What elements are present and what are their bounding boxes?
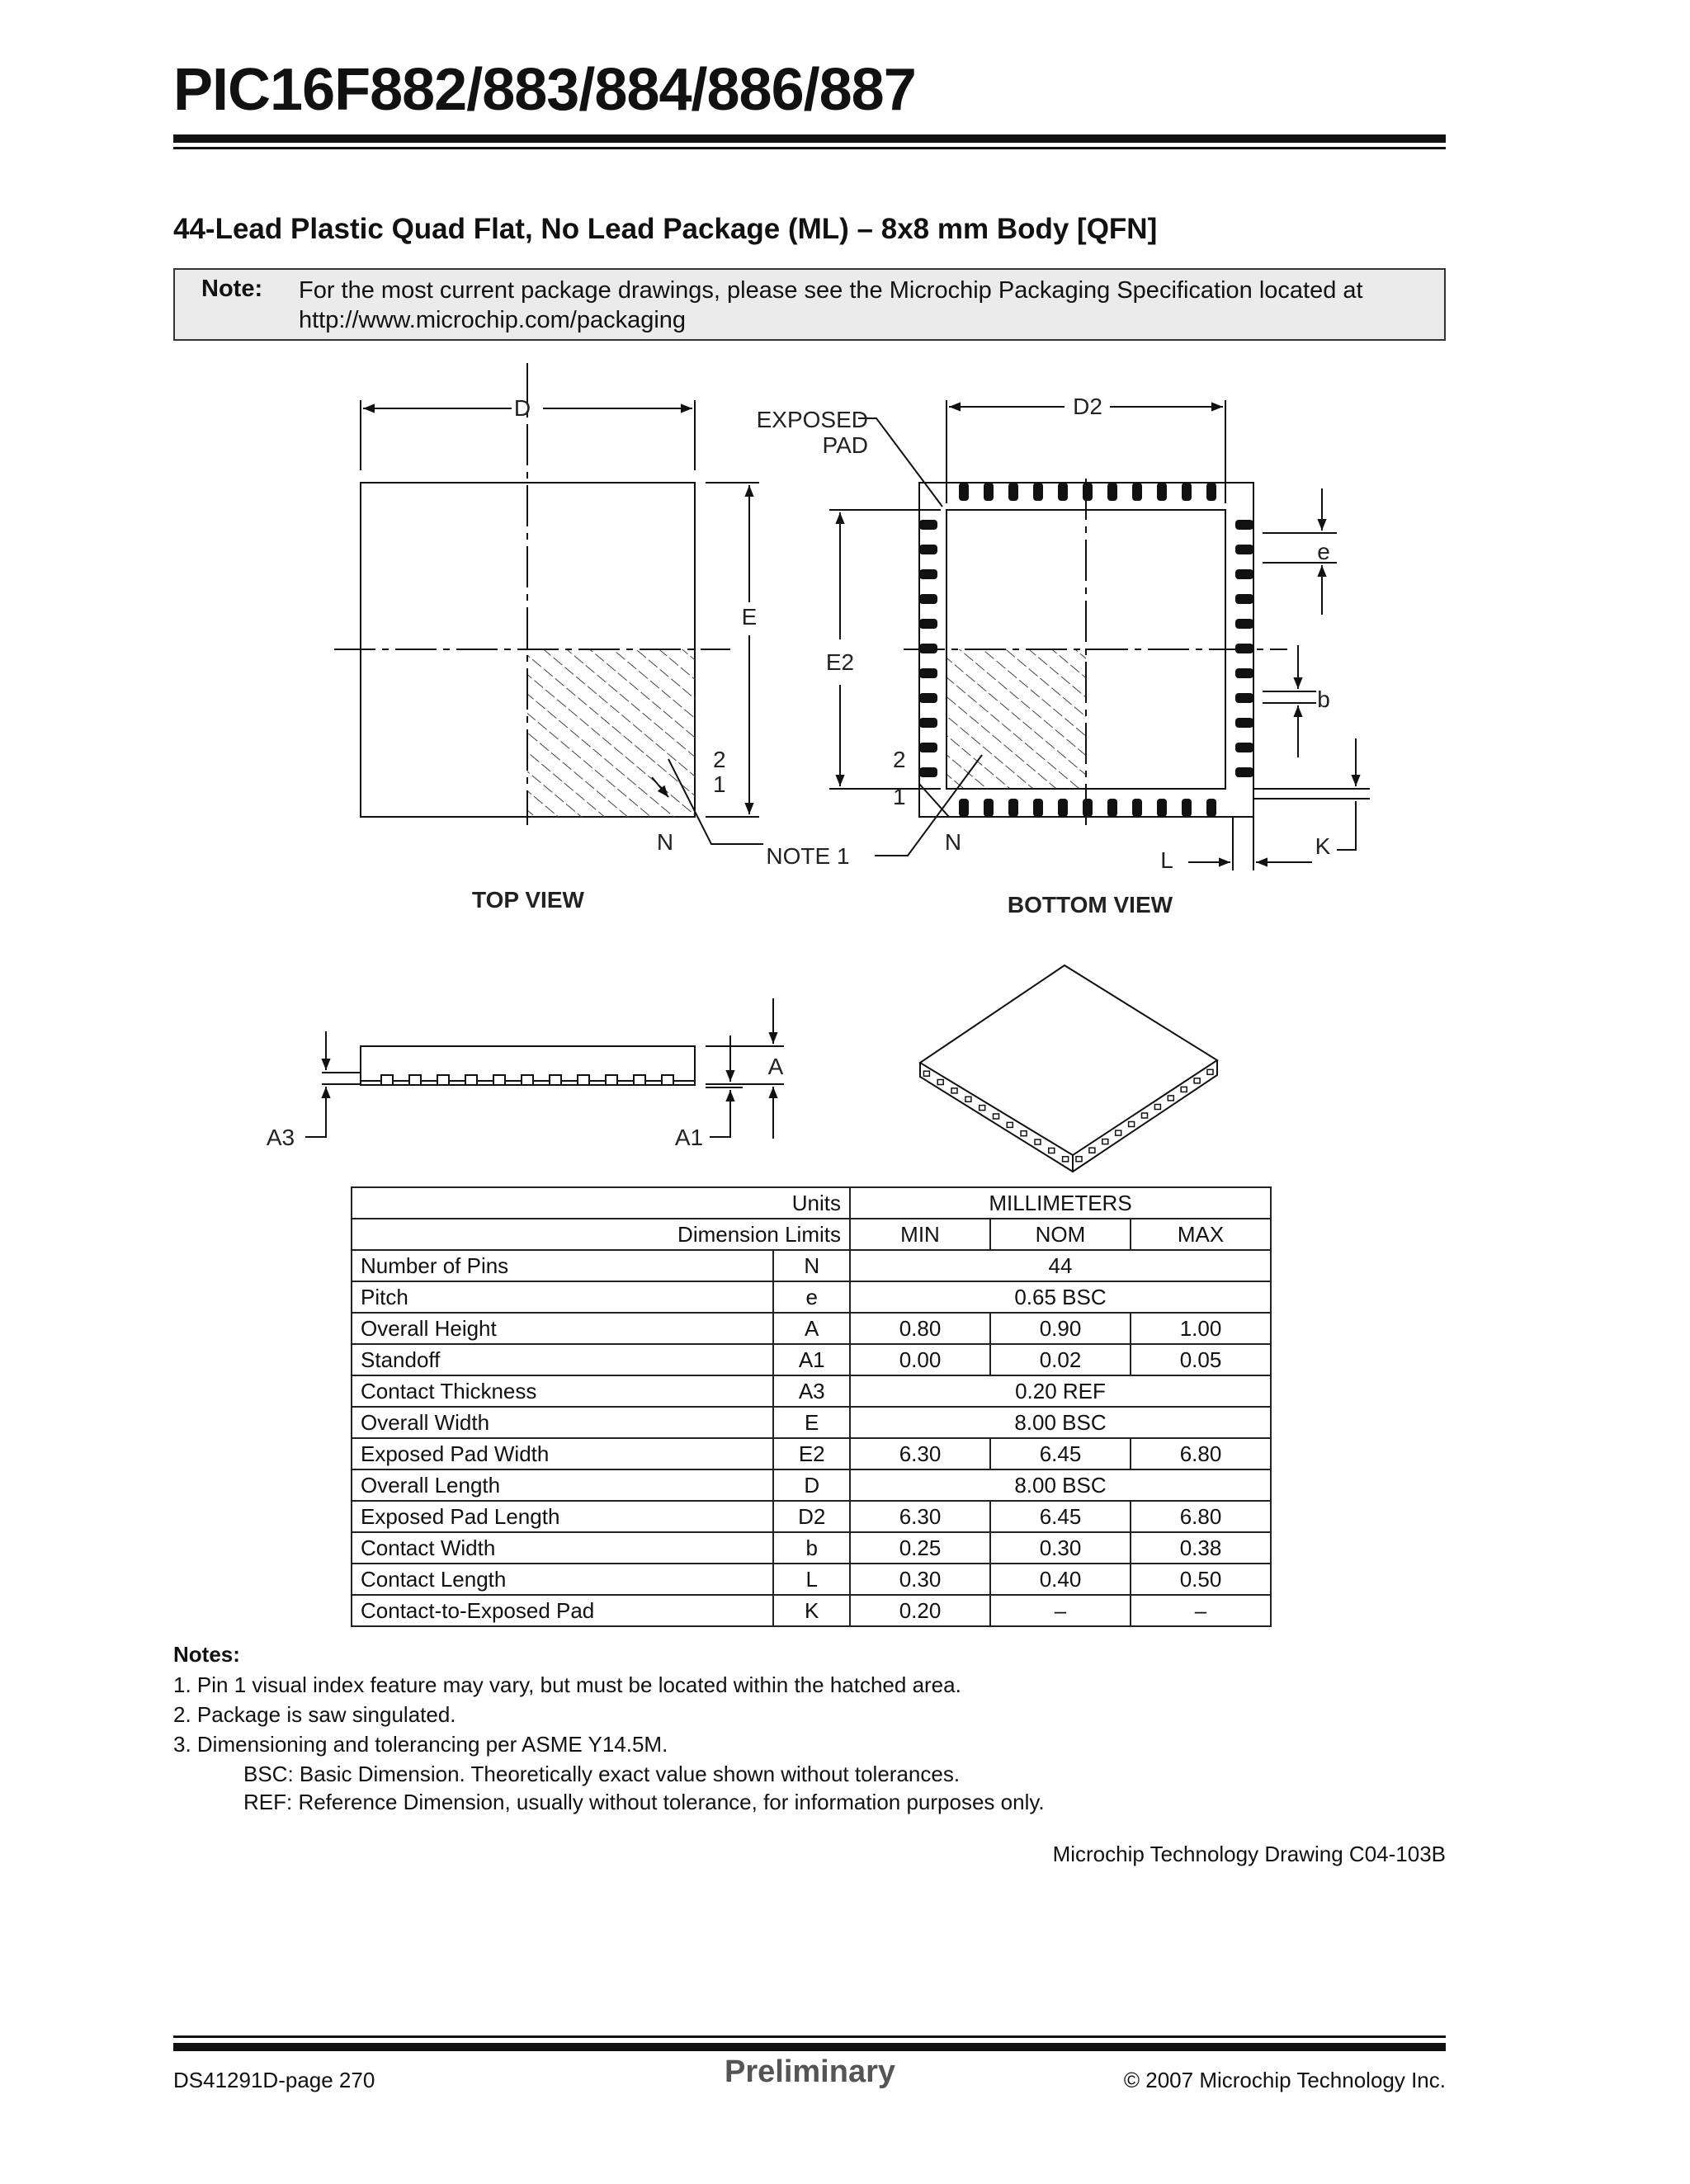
contact-pad: [919, 693, 937, 703]
dimension-symbol: e: [773, 1281, 850, 1313]
top-view-drawing: [334, 363, 763, 844]
table-row: [352, 1187, 1271, 1219]
note-item: 2. Package is saw singulated.: [173, 1702, 456, 1727]
label-d: D: [513, 395, 531, 421]
label-pitch-e: e: [1317, 539, 1330, 564]
contact-pad: [1235, 767, 1253, 777]
side-contact: [578, 1075, 589, 1085]
dimension-min: 0.00: [850, 1344, 990, 1375]
bottom-view-drawing: [829, 400, 1370, 870]
note-item: 3. Dimensioning and tolerancing per ASME Y14.5M.: [173, 1732, 668, 1757]
contact-pad: [1235, 594, 1253, 604]
iso-contact: [951, 1088, 957, 1093]
table-row: [352, 1501, 1271, 1532]
label-top-1: 1: [713, 771, 726, 797]
contact-pad: [1132, 799, 1142, 817]
contact-pad: [919, 668, 937, 678]
dimension-name: Contact Length: [352, 1564, 773, 1595]
side-contact: [634, 1075, 645, 1085]
iso-contact: [1089, 1148, 1095, 1153]
contact-pad: [1182, 799, 1192, 817]
label-bottom-n: N: [944, 829, 962, 855]
contact-pad: [1107, 483, 1117, 501]
dimension-min: 6.30: [850, 1501, 990, 1532]
dimension-value: 0.65 BSC: [850, 1281, 1271, 1313]
col-nom: NOM: [990, 1219, 1131, 1250]
limits-label: Dimension Limits: [352, 1219, 850, 1250]
contact-pad: [1235, 718, 1253, 728]
dimension-name: Number of Pins: [352, 1250, 773, 1281]
contact-pad: [1083, 799, 1093, 817]
dimension-symbol: K: [773, 1595, 850, 1626]
label-exposed: EXPOSED: [756, 407, 868, 432]
iso-contact: [1076, 1157, 1082, 1162]
label-b: b: [1317, 686, 1330, 712]
col-max: MAX: [1131, 1219, 1271, 1250]
iso-contact: [1129, 1122, 1135, 1127]
units-label: Units: [352, 1187, 850, 1219]
side-contact: [550, 1075, 561, 1085]
contact-pad: [1235, 520, 1253, 530]
table-row: [352, 1219, 1271, 1250]
iso-contact: [923, 1071, 929, 1076]
contact-pad: [1182, 483, 1192, 501]
table-row: [352, 1595, 1271, 1626]
dimension-min: 0.20: [850, 1595, 990, 1626]
dimension-nom: 6.45: [990, 1501, 1131, 1532]
iso-contact: [1194, 1078, 1200, 1083]
iso-contact: [1116, 1130, 1121, 1135]
dimension-min: 0.80: [850, 1313, 990, 1344]
side-contact: [465, 1075, 477, 1085]
dimension-min: 6.30: [850, 1438, 990, 1469]
dimension-table: [351, 1186, 1272, 1627]
dimension-symbol: D2: [773, 1501, 850, 1532]
dimension-max: 0.38: [1131, 1532, 1271, 1564]
bottom-view-title: BOTTOM VIEW: [1007, 892, 1173, 917]
contact-pad: [919, 644, 937, 653]
isometric-view-drawing: [920, 965, 1217, 1172]
dimension-symbol: L: [773, 1564, 850, 1595]
footer-rule-thick: [173, 2043, 1446, 2051]
table-row: [352, 1281, 1271, 1313]
contact-pad: [919, 718, 937, 728]
iso-contact: [1181, 1087, 1187, 1092]
contact-pad: [984, 799, 994, 817]
units-value: MILLIMETERS: [850, 1187, 1271, 1219]
contact-pad: [959, 483, 969, 501]
contact-pad: [1058, 799, 1068, 817]
iso-contact: [1142, 1113, 1148, 1118]
dimension-nom: 0.40: [990, 1564, 1131, 1595]
dimension-min: 0.25: [850, 1532, 990, 1564]
contact-pad: [1235, 668, 1253, 678]
side-contact: [493, 1075, 505, 1085]
iso-contact: [1063, 1157, 1069, 1162]
note-sub-item: REF: Reference Dimension, usually without tolerance, for information purposes only.: [243, 1790, 1045, 1814]
footer-status: Preliminary: [725, 2054, 895, 2089]
table-row: [352, 1564, 1271, 1595]
table-row: [352, 1532, 1271, 1564]
iso-contact: [994, 1114, 999, 1119]
dimension-symbol: N: [773, 1250, 850, 1281]
dimension-name: Exposed Pad Width: [352, 1438, 773, 1469]
contact-pad: [1235, 545, 1253, 554]
iso-contact: [1007, 1122, 1013, 1127]
side-contact: [522, 1075, 533, 1085]
side-contact: [606, 1075, 617, 1085]
dimension-nom: 6.45: [990, 1438, 1131, 1469]
col-min: MIN: [850, 1219, 990, 1250]
label-a3: A3: [266, 1125, 295, 1150]
contact-pad: [919, 743, 937, 752]
dimension-name: Contact-to-Exposed Pad: [352, 1595, 773, 1626]
side-view-drawing: [305, 998, 784, 1139]
dimension-value: 8.00 BSC: [850, 1469, 1271, 1501]
dimension-max: –: [1131, 1595, 1271, 1626]
label-l: L: [1160, 847, 1173, 873]
footer-copyright: © 2007 Microchip Technology Inc.: [1123, 2068, 1446, 2092]
contact-pad: [1107, 799, 1117, 817]
label-e2: E2: [825, 649, 855, 675]
contact-pad: [1235, 619, 1253, 629]
contact-pad: [919, 619, 937, 629]
dimension-name: Overall Length: [352, 1469, 773, 1501]
dimension-symbol: A1: [773, 1344, 850, 1375]
contact-pad: [984, 483, 994, 501]
iso-contact: [1168, 1096, 1173, 1101]
iso-contact: [1207, 1069, 1213, 1074]
dimension-symbol: A: [773, 1313, 850, 1344]
contact-pad: [959, 799, 969, 817]
table-row: [352, 1313, 1271, 1344]
table-row: [352, 1375, 1271, 1407]
note-label: Note:: [201, 276, 263, 302]
section-title: 44-Lead Plastic Quad Flat, No Lead Package (ML) – 8x8 mm Body [QFN]: [173, 213, 1158, 245]
contact-pad: [1058, 483, 1068, 501]
contact-pad: [1235, 644, 1253, 653]
dimension-nom: 0.30: [990, 1532, 1131, 1564]
document-title: PIC16F882/883/884/886/887: [173, 57, 916, 123]
contact-pad: [1132, 483, 1142, 501]
label-k: K: [1315, 833, 1331, 859]
note-item: 1. Pin 1 visual index feature may vary, but must be located within the hatched area.: [173, 1672, 961, 1697]
side-contact: [662, 1075, 673, 1085]
dimension-name: Contact Thickness: [352, 1375, 773, 1407]
dimension-nom: 0.02: [990, 1344, 1131, 1375]
contact-pad: [1033, 483, 1043, 501]
dimension-name: Overall Width: [352, 1407, 773, 1438]
dimension-value: 8.00 BSC: [850, 1407, 1271, 1438]
contact-pad: [1206, 483, 1216, 501]
contact-pad: [919, 545, 937, 554]
dimension-max: 0.50: [1131, 1564, 1271, 1595]
iso-contact: [965, 1097, 971, 1101]
note-text: For the most current package drawings, please see the Microchip Packaging Specification located at http://www.microchip.com/packaging: [299, 277, 1363, 333]
footer-rule-thin: [173, 2035, 1446, 2038]
label-bottom-1: 1: [893, 784, 906, 809]
iso-contact: [1154, 1105, 1160, 1110]
dimension-name: Exposed Pad Length: [352, 1501, 773, 1532]
contact-pad: [1008, 483, 1018, 501]
dimension-min: 0.30: [850, 1564, 990, 1595]
table-row: [352, 1250, 1271, 1281]
side-contact: [409, 1075, 421, 1085]
drawing-reference: Microchip Technology Drawing C04-103B: [1052, 1842, 1446, 1866]
label-bottom-2: 2: [893, 747, 906, 772]
label-top-n: N: [656, 829, 674, 855]
dimension-max: 1.00: [1131, 1313, 1271, 1344]
dimension-symbol: E: [773, 1407, 850, 1438]
dimension-name: Overall Height: [352, 1313, 773, 1344]
label-e: E: [741, 604, 758, 630]
iso-contact: [1035, 1139, 1041, 1144]
dimension-value: 44: [850, 1250, 1271, 1281]
contact-pad: [1235, 743, 1253, 752]
contact-pad: [1083, 483, 1093, 501]
dimension-name: Contact Width: [352, 1532, 773, 1564]
contact-pad: [1008, 799, 1018, 817]
table-row: [352, 1469, 1271, 1501]
contact-pad: [1235, 569, 1253, 579]
dimension-symbol: D: [773, 1469, 850, 1501]
contact-pad: [1157, 799, 1167, 817]
contact-pad: [1157, 483, 1167, 501]
contact-pad: [919, 594, 937, 604]
dimension-name: Standoff: [352, 1344, 773, 1375]
label-a1: A1: [674, 1125, 704, 1150]
label-pad: PAD: [822, 432, 868, 458]
dimension-symbol: E2: [773, 1438, 850, 1469]
note-sub-item: BSC: Basic Dimension. Theoretically exact value shown without tolerances.: [243, 1762, 961, 1786]
contact-pad: [1235, 693, 1253, 703]
iso-contact: [1102, 1139, 1108, 1144]
table-row: [352, 1438, 1271, 1469]
iso-contact: [1049, 1149, 1055, 1153]
label-d2: D2: [1073, 394, 1102, 419]
top-view-title: TOP VIEW: [472, 887, 584, 913]
dimension-max: 0.05: [1131, 1344, 1271, 1375]
side-contact: [381, 1075, 393, 1085]
iso-contact: [1021, 1131, 1027, 1136]
contact-pad: [1206, 799, 1216, 817]
label-top-2: 2: [713, 747, 726, 772]
iso-contact: [937, 1080, 943, 1085]
dimension-nom: 0.90: [990, 1313, 1131, 1344]
notes-heading: Notes:: [173, 1642, 240, 1667]
contact-pad: [919, 520, 937, 530]
dimension-value: 0.20 REF: [850, 1375, 1271, 1407]
dimension-symbol: b: [773, 1532, 850, 1564]
footer-page-id: DS41291D-page 270: [173, 2068, 375, 2092]
dimension-max: 6.80: [1131, 1438, 1271, 1469]
iso-contact: [980, 1106, 985, 1111]
table-row: [352, 1344, 1271, 1375]
table-row: [352, 1407, 1271, 1438]
contact-pad: [919, 767, 937, 777]
label-a: A: [767, 1054, 784, 1079]
dimension-nom: –: [990, 1595, 1131, 1626]
dimension-symbol: A3: [773, 1375, 850, 1407]
dimension-max: 6.80: [1131, 1501, 1271, 1532]
contact-pad: [1033, 799, 1043, 817]
side-contact: [437, 1075, 449, 1085]
dimension-name: Pitch: [352, 1281, 773, 1313]
label-note1: NOTE 1: [766, 843, 850, 869]
contact-pad: [919, 569, 937, 579]
